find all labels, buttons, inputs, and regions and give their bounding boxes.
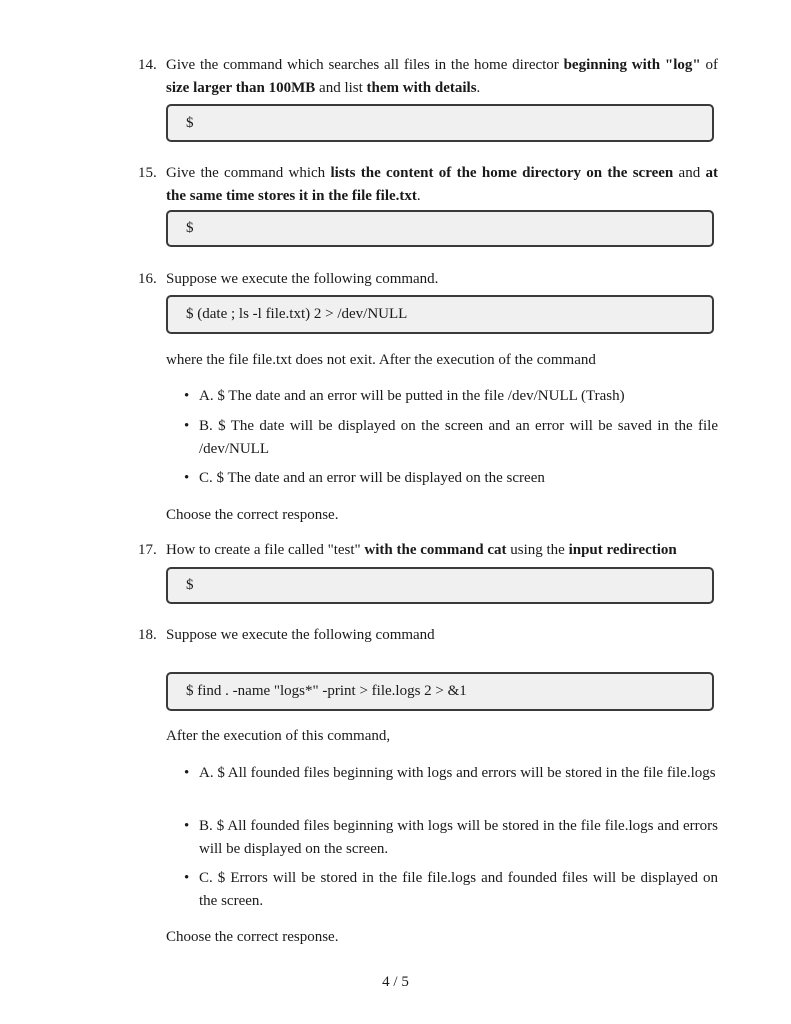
question-18 bbox=[138, 624, 718, 647]
option-text: B. $ The date will be displayed on the screen and an error will be saved in the file /dev/NULL bbox=[199, 418, 718, 457]
command-text: $ (date ; ls -l file.txt) 2 > /dev/NULL bbox=[186, 306, 408, 322]
question-15 bbox=[138, 162, 718, 208]
question-number: 18. bbox=[138, 627, 157, 643]
question-16 bbox=[138, 268, 718, 291]
option-16-c bbox=[184, 467, 718, 490]
command-box-18 bbox=[166, 672, 714, 711]
option-text: C. $ The date and an error will be displayed on the screen bbox=[199, 470, 545, 486]
question-text bbox=[166, 539, 738, 562]
question-17 bbox=[138, 539, 738, 562]
emphasis-text: at the same time stores it in the file file.txt bbox=[166, 165, 718, 204]
option-text: A. $ All founded files beginning with logs and errors will be stored in the file file.logs bbox=[199, 765, 716, 781]
option-16-b bbox=[184, 415, 718, 461]
text-run: and list bbox=[315, 80, 367, 96]
text-run: Suppose we execute the following command. bbox=[166, 271, 439, 287]
option-text: B. $ All founded files beginning with logs will be stored in the file file.logs and errors will be displayed on the screen. bbox=[199, 818, 718, 857]
emphasis-text: with the command cat bbox=[364, 542, 507, 558]
command-text: $ find . -name "logs*" -print > file.logs 2 > &1 bbox=[186, 683, 467, 699]
option-18-c bbox=[184, 867, 718, 913]
question-number: 14. bbox=[138, 57, 157, 73]
bullet: • bbox=[184, 870, 190, 886]
text-run: using the bbox=[506, 542, 569, 558]
emphasis-text: size larger than 100MB bbox=[166, 80, 316, 96]
bullet: • bbox=[184, 418, 190, 434]
question-16-context: where the file file.txt does not exit. After the execution of the command bbox=[166, 352, 596, 368]
question-18-instruction: Choose the correct response. bbox=[166, 929, 339, 945]
question-text bbox=[166, 268, 718, 291]
answer-box-17[interactable] bbox=[166, 567, 714, 604]
question-number: 17. bbox=[138, 542, 157, 558]
command-text: $ bbox=[186, 114, 194, 131]
answer-box-14[interactable] bbox=[166, 104, 714, 142]
page-number: 4 / 5 bbox=[382, 974, 409, 990]
text-run: . bbox=[416, 188, 421, 204]
emphasis-text: beginning with "log" bbox=[563, 57, 701, 73]
text-run: . bbox=[476, 80, 481, 96]
question-14 bbox=[138, 54, 718, 100]
question-text bbox=[166, 54, 718, 100]
question-18-context: After the execution of this command, bbox=[166, 728, 391, 744]
option-18-a bbox=[184, 762, 718, 785]
emphasis-text: lists the content of the home directory on the screen bbox=[330, 165, 674, 181]
option-18-b bbox=[184, 815, 718, 861]
emphasis-text: them with details bbox=[366, 80, 477, 96]
text-run: Suppose we execute the following command bbox=[166, 627, 435, 643]
question-text bbox=[166, 624, 718, 647]
question-16-instruction: Choose the correct response. bbox=[166, 507, 339, 523]
option-text: C. $ Errors will be stored in the file file.logs and founded files will be displayed on the screen. bbox=[199, 870, 718, 909]
bullet: • bbox=[184, 818, 190, 834]
command-text: $ bbox=[186, 577, 194, 593]
text-run: Give the command which bbox=[166, 165, 331, 181]
bullet: • bbox=[184, 765, 190, 781]
emphasis-text: input redirection bbox=[568, 542, 677, 558]
bullet: • bbox=[184, 388, 190, 404]
question-number: 16. bbox=[138, 271, 157, 287]
command-box-16 bbox=[166, 295, 714, 334]
bullet: • bbox=[184, 470, 190, 486]
command-text: $ bbox=[186, 220, 194, 236]
answer-box-15[interactable] bbox=[166, 210, 714, 247]
text-run: of bbox=[700, 57, 718, 73]
option-16-a bbox=[184, 385, 718, 408]
text-run: Give the command which searches all files in the home director bbox=[166, 57, 564, 73]
text-run: and bbox=[673, 165, 706, 181]
text-run: How to create a file called "test" bbox=[166, 542, 365, 558]
option-text: A. $ The date and an error will be putted in the file /dev/NULL (Trash) bbox=[199, 388, 625, 404]
question-number: 15. bbox=[138, 165, 157, 181]
question-text bbox=[166, 162, 718, 208]
